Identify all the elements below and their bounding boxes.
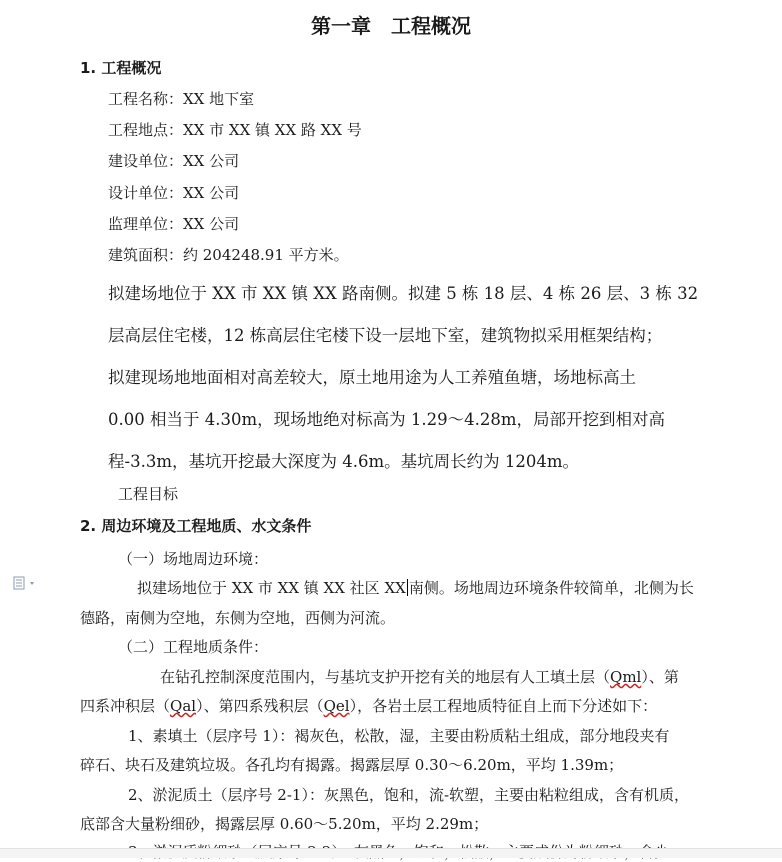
geology-text: 四系冲积层（ [80, 697, 171, 715]
geology-intro-line [160, 666, 679, 687]
geology-intro-line [80, 695, 657, 716]
geology-text: ），各岩土层工程地质特征自上而下分述如下： [349, 697, 658, 715]
stratum-code: Qml [610, 668, 642, 686]
layer-description-line: 碎石、块石及建筑垃圾。各孔均有揭露。揭露层厚 0.30～6.20m，平均 1.39m； [80, 756, 624, 774]
subheading-surroundings: （一）场地周边环境： [118, 550, 269, 568]
surroundings-line: 德路，南侧为空地，东侧为空地，西侧为河流。 [80, 609, 396, 627]
building-area: 建筑面积：约 204248.91 平方米。 [108, 246, 349, 264]
supervision-unit: 监理单位：XX 公司 [108, 215, 240, 233]
project-location: 工程地点：XX 市 XX 镇 XX 路 XX 号 [108, 121, 362, 139]
layer-description-line: 1、素填土（层序号 1）：褐灰色，松散，湿，主要由粉质粘土组成，部分地段夹有 [128, 727, 670, 745]
overview-paragraph-line: 程-3.3m，基坑开挖最大深度为 4.6m。基坑周长约为 1204m。 [108, 452, 579, 471]
stratum-code: Qal [170, 697, 197, 715]
project-name: 工程名称：XX 地下室 [108, 90, 255, 108]
section-heading-2: 2. 周边环境及工程地质、水文条件 [80, 517, 312, 535]
overview-paragraph-line: 0.00 相当于 4.30m，现场地绝对标高为 1.29～4.28m，局部开挖到相对高 [108, 410, 665, 429]
overview-paragraph-line: 拟建场地位于 XX 市 XX 镇 XX 路南侧。拟建 5 栋 18 层、4 栋 26 层、3 栋 32 [108, 284, 699, 303]
horizontal-scrollbar[interactable] [0, 848, 782, 858]
construction-unit: 建设单位：XX 公司 [108, 152, 240, 170]
geology-text: ）、第 [641, 668, 679, 686]
paragraph-options-icon[interactable] [13, 576, 41, 590]
geology-text: ）、第四系残积层（ [196, 697, 324, 715]
layer-description-line: 底部含大量粉细砂，揭露层厚 0.60～5.20m，平均 2.29m； [80, 815, 489, 833]
text-cursor [407, 579, 408, 596]
overview-paragraph-line: 层高层住宅楼，12 栋高层住宅楼下设一层地下室，建筑物拟采用框架结构； [108, 326, 663, 345]
stratum-code: Qel [323, 697, 350, 715]
subheading-geology: （二）工程地质条件： [118, 638, 269, 656]
design-unit: 设计单位：XX 公司 [108, 184, 240, 202]
surroundings-line [137, 577, 694, 598]
section-heading-1: 1. 工程概况 [80, 59, 162, 77]
project-goal: 工程目标 [118, 485, 179, 503]
surroundings-text: 南侧。场地周边环境条件较简单，北侧为长 [408, 579, 694, 597]
layer-description-line-partial [128, 841, 669, 848]
geology-text: 在钻孔控制深度范围内，与基坑支护开挖有关的地层有人工填土层（ [160, 668, 611, 686]
layer-description-line: 2、淤泥质土（层序号 2-1）：灰黑色，饱和，流-软塑，主要由粘粒组成，含有机质， [128, 786, 690, 804]
surroundings-text: 拟建场地位于 XX 市 XX 镇 XX 社区 XX [137, 579, 406, 597]
chapter-title: 第一章 工程概况 [311, 14, 471, 38]
overview-paragraph-line: 拟建现场地地面相对高差较大，原土地用途为人工养殖鱼塘，场地标高土 [108, 368, 636, 387]
